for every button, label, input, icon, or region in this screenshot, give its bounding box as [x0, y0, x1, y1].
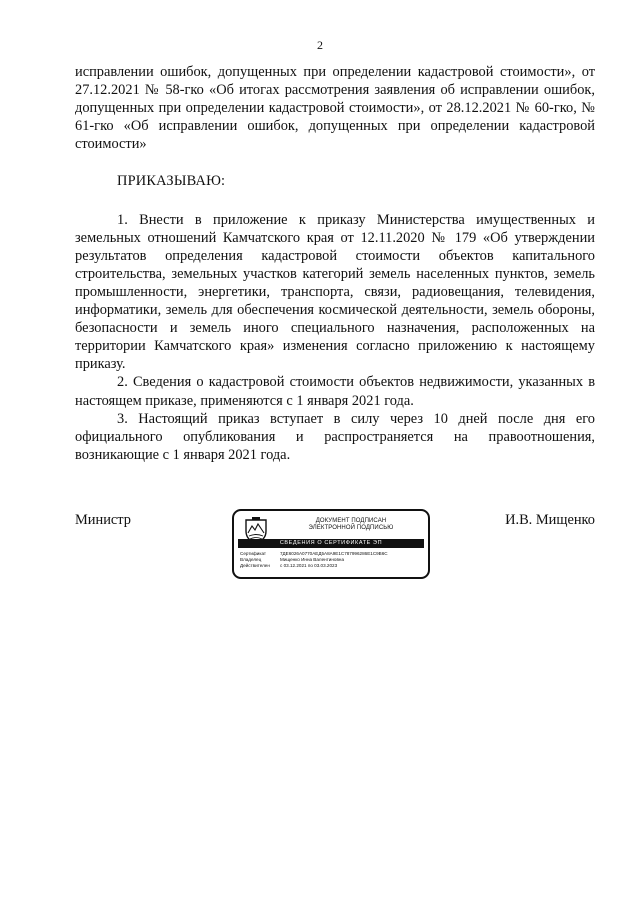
stamp-validity-row: Действителен с 03.12.2021 по 03.03.2023: [240, 563, 338, 568]
paragraph-3: 3. Настоящий приказ вступает в силу через 10 дней после дня его официального опубликования и распространяется на правоотношения, возникающие с 1 января 2021 года.: [75, 410, 595, 463]
signer-name: И.В. Мищенко: [505, 512, 595, 528]
stamp-certificate-band: СВЕДЕНИЯ О СЕРТИФИКАТЕ ЭП: [238, 539, 424, 548]
document-body: [75, 63, 595, 464]
page-number: 2: [317, 38, 323, 52]
stamp-owner-row: Владелец Мищенко Инна Валентиновна: [240, 557, 344, 562]
order-heading: ПРИКАЗЫВАЮ:: [117, 173, 226, 190]
signer-title: Министр: [75, 512, 131, 528]
stamp-title: ДОКУМЕНТ ПОДПИСАН ЭЛЕКТРОННОЙ ПОДПИСЬЮ: [308, 518, 394, 531]
paragraph-2: 2. Сведения о кадастровой стоимости объектов недвижимости, указанных в настоящем приказе, применяются с 1 января 2021 года.: [75, 374, 595, 409]
paragraph-1: 1. Внести в приложение к приказу Министерства имущественных и земельных отношений Камчатского края от 12.11.2020 № 179 «Об утверждении результатов определения кадастровой стоимости объектов капитального строительства, земельных участков категорий земель населенных пунктов, земель промышленности, энергетики, транспорта, связи, радиовещания, телевидения, информатики, земель для обеспечения космической деятельности, земель обороны, безопасности и земель иного специального назначения, расположенных на территории Камчатского края» изменения согласно приложению к настоящему приказу.: [75, 211, 595, 373]
electronic-signature-stamp: [232, 509, 430, 579]
stamp-certificate-row: Сертификат 7ДЕ6026А0770АЕД5А8А9Е1С787996286Е1С9В6С: [240, 551, 388, 556]
preamble-text: исправлении ошибок, допущенных при определении кадастровой стоимости», от 27.12.2021 № 58-гко «Об итогах рассмотрения заявления об исправлении ошибок, допущенных при определении кадастровой стоимости», от 28.12.2021 № 60-гко, № 61-гко «Об исправлении ошибок, допущенных при определении кадастровой стоимости»: [75, 64, 595, 153]
